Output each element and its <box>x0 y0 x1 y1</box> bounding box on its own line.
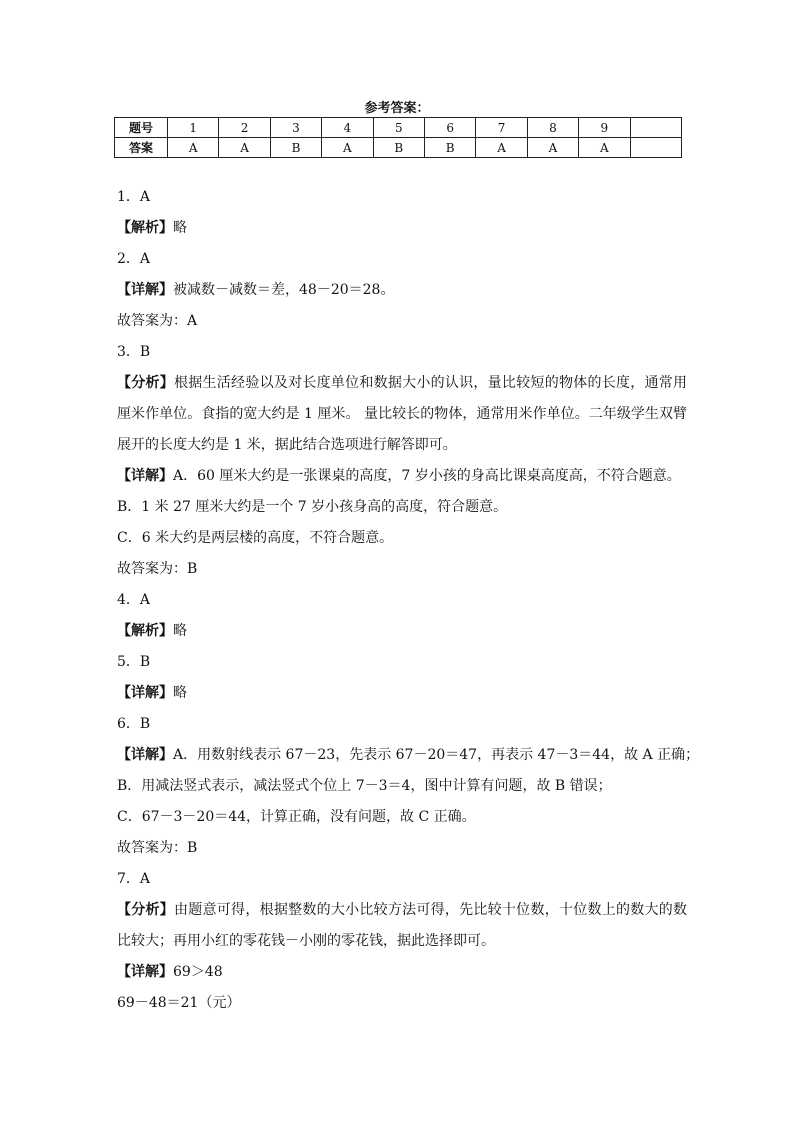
explanation-line <box>117 802 687 833</box>
explanation-line <box>117 461 687 492</box>
explanation-line <box>117 709 687 740</box>
answer-cell: A <box>168 138 219 158</box>
page-title: 参考答案： <box>364 101 430 116</box>
line-text: 故答案为：B <box>117 840 198 856</box>
number-cell: 8 <box>527 118 578 138</box>
explanation-line <box>117 585 687 616</box>
number-cell: 6 <box>424 118 475 138</box>
line-text: 6．B <box>117 716 151 732</box>
line-text: 69＞48 <box>173 964 223 980</box>
line-text: 被减数－减数＝差，48－20＝28。 <box>173 282 395 298</box>
explanation-line <box>117 678 687 709</box>
section-tag: 【解析】 <box>117 623 173 639</box>
line-text: 略 <box>173 685 187 701</box>
number-cell: 4 <box>322 118 373 138</box>
line-text: 故答案为：A <box>117 313 198 329</box>
explanation-line <box>117 244 687 275</box>
line-text: 略 <box>173 623 187 639</box>
answer-cell: A <box>476 138 527 158</box>
section-tag: 【详解】 <box>117 685 173 701</box>
number-cell: 3 <box>270 118 321 138</box>
answer-cell: B <box>373 138 424 158</box>
explanation-line <box>117 368 687 461</box>
explanation-line <box>117 833 687 864</box>
line-text: 3．B <box>117 344 151 360</box>
answer-cell: A <box>219 138 270 158</box>
answer-cell: A <box>579 138 630 158</box>
answer-cell: A <box>527 138 578 158</box>
line-text: 4．A <box>117 592 151 608</box>
line-text: 1．A <box>117 189 151 205</box>
line-text: 根据生活经验以及对长度单位和数据大小的认识，量比较短的物体的长度，通常用厘米作单位。食指的宽大约是 1 厘米。 量比较长的物体，通常用米作单位。二年级学生双臂展开的长度大约是 1 米，据此结合选项进行解答即可。 <box>117 375 688 453</box>
line-text: 由题意可得，根据整数的大小比较方法可得，先比较十位数，十位数上的数大的数比较大；再用小红的零花钱－小刚的零花钱，据此选择即可。 <box>117 902 688 949</box>
line-text: C．67－3－20＝44，计算正确，没有问题，故 C 正确。 <box>117 809 476 825</box>
explanation-line <box>117 616 687 647</box>
answer-cell: B <box>270 138 321 158</box>
section-tag: 【详解】 <box>117 964 173 980</box>
number-cell: 7 <box>476 118 527 138</box>
line-text: 略 <box>173 220 187 236</box>
explanation-line <box>117 988 687 1019</box>
answer-explanations <box>117 182 700 1019</box>
number-cell: 1 <box>168 118 219 138</box>
line-text: B．1 米 27 厘米大约是一个 7 岁小孩身高的高度，符合题意。 <box>117 499 508 515</box>
explanation-line <box>117 554 687 585</box>
explanation-line <box>117 492 687 523</box>
explanation-line <box>117 957 687 988</box>
answer-table <box>114 117 682 158</box>
explanation-line <box>117 895 687 957</box>
line-text: C．6 米大约是两层楼的高度，不符合题意。 <box>117 530 394 546</box>
section-tag: 【分析】 <box>117 375 175 391</box>
section-tag: 【详解】 <box>117 282 173 298</box>
explanation-line <box>117 740 700 771</box>
section-tag: 【分析】 <box>117 902 175 918</box>
explanation-line <box>117 771 687 802</box>
row-header-number: 题号 <box>115 118 168 138</box>
line-text: 2．A <box>117 251 151 267</box>
line-text: A．60 厘米大约是一张课桌的高度，7 岁小孩的身高比课桌高度高，不符合题意。 <box>173 468 681 484</box>
line-text: B．用减法竖式表示，减法竖式个位上 7－3＝4，图中计算有问题，故 B 错误； <box>117 778 612 794</box>
explanation-line <box>117 182 687 213</box>
line-text: A．用数射线表示 67－23，先表示 67－20＝47，再表示 47－3＝44，故 A 正确； <box>173 747 700 763</box>
answer-cell: A <box>322 138 373 158</box>
explanation-line <box>117 864 687 895</box>
number-cell: 2 <box>219 118 270 138</box>
explanation-line <box>117 337 687 368</box>
answer-row <box>115 138 682 158</box>
line-text: 5．B <box>117 654 151 670</box>
explanation-line <box>117 306 687 337</box>
number-row <box>115 118 682 138</box>
section-tag: 【解析】 <box>117 220 173 236</box>
section-tag: 【详解】 <box>117 747 173 763</box>
row-header-answer: 答案 <box>115 138 168 158</box>
answer-cell: B <box>424 138 475 158</box>
explanation-line <box>117 523 687 554</box>
explanation-line <box>117 647 687 678</box>
number-cell: 9 <box>579 118 630 138</box>
number-cell: 5 <box>373 118 424 138</box>
answer-cell <box>630 138 681 158</box>
line-text: 69－48＝21（元） <box>117 995 241 1011</box>
number-cell <box>630 118 681 138</box>
explanation-line <box>117 275 687 306</box>
explanation-line <box>117 213 687 244</box>
line-text: 故答案为：B <box>117 561 198 577</box>
section-tag: 【详解】 <box>117 468 173 484</box>
line-text: 7．A <box>117 871 151 887</box>
